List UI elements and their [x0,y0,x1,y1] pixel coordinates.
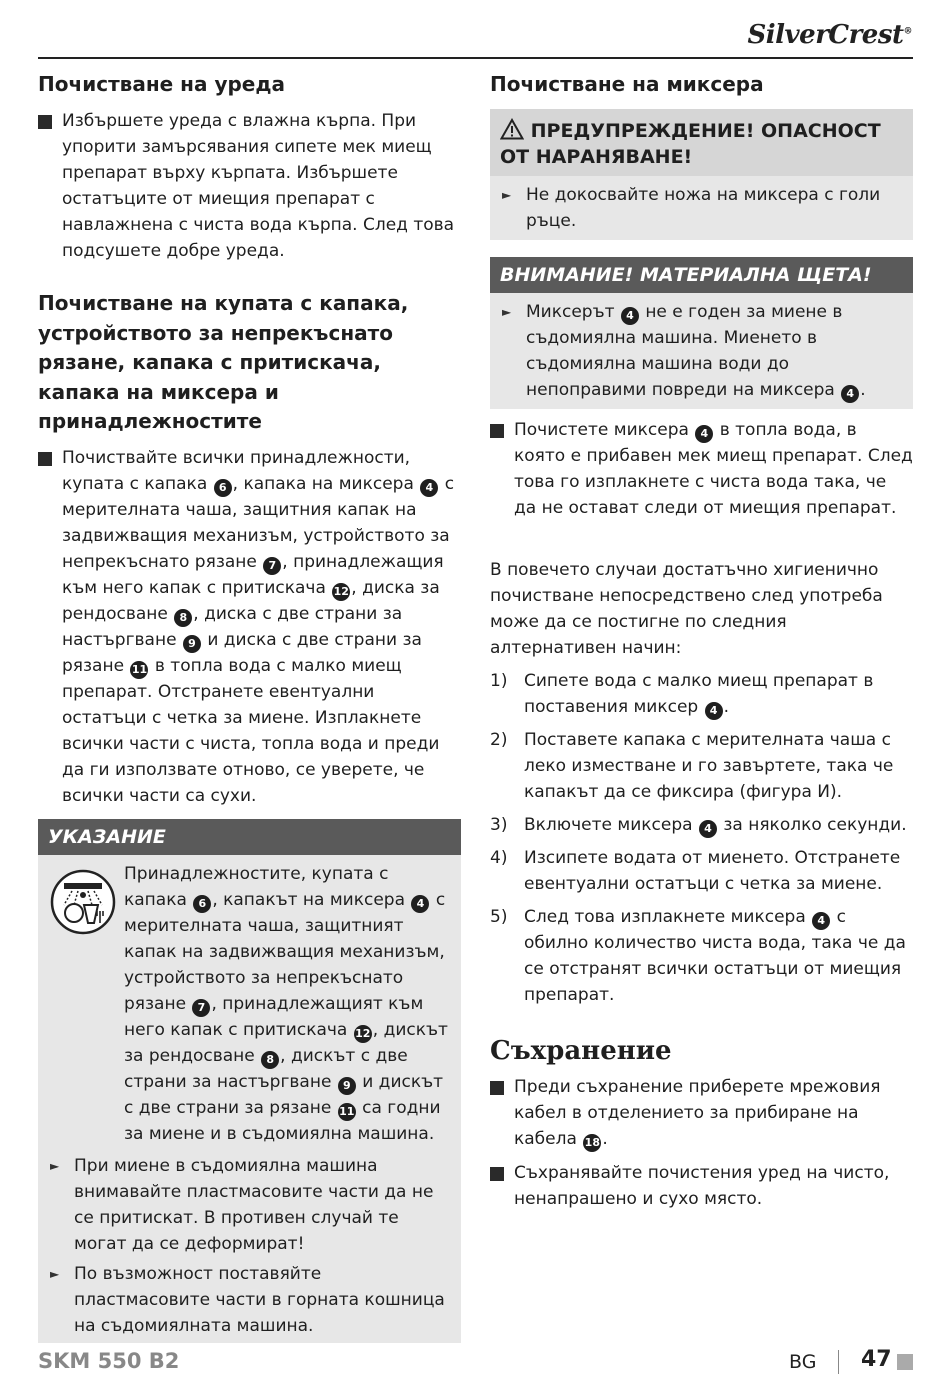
note-body [38,855,461,1147]
alternative-intro: В повечето случаи достатъчно хигиенично почистване непосредствено след употреба може да се постигне по следния алтернативен начин: [490,560,883,658]
bullet-mixer-cleaning: Почистете миксера 4 в топла вода, в която е прибавен мек миещ препарат. След това го изплакнете с чиста вода така, че да не остават следи от миещия препарат. [490,417,913,521]
right-column [490,70,913,1212]
brand-logo: SilverCrest® [747,20,912,50]
step-item: 2) Поставете капака с мерителната чаша с леко изместване и го завъртете, така че капакът да се фиксира (фигура И). [490,730,894,802]
caution-text: ► Миксерът 4 не е годен за миене в съдомиялна машина. Миенето в съдомиялна машина води до непоправими повреди на миксера 4 . [502,299,903,403]
step-item: 5) След това изплакнете миксера 4 с обилно количество чиста вода, така че да се отстранят всички остатъци от миещия препарат. [490,907,906,1005]
note-text: Принадлежностите, купата с капака 6 , капакът на миксера 4 с мерителната чаша, защитният капак на задвижващия механизъм, устройството за непрекъснато рязане 7 , принадлежащият към него капак с притискача 12 , дискът за рендосване 8 , дискът с две страни за настъргване 9 и дискът с две страни за рязане 11 са годни за миене и в съдомиялна машина. [124,863,448,1144]
dishwasher-icon [50,869,116,935]
warning-text: ► Не докосвайте ножа на миксера с голи ръце. [502,182,903,234]
caution-box [490,257,913,409]
left-column [38,70,461,1343]
section-title-mixer-cleaning: Почистване на миксера [490,72,764,96]
note-bullet-plastic-parts: ► При миене в съдомиялна машина внимавайте пластмасовите части да не се притискат. В противен случай те могат да се деформират! [50,1153,451,1257]
footer-model: SKM 550 B2 [38,1349,180,1373]
bullet-storage-cable: Преди съхранение приберете мрежовия кабел в отделението за прибиране на кабела 18 . [490,1074,913,1152]
note-bullet-top-basket: ► По възможност поставяйте пластмасовите части в горната кошница на съдомиялната машина. [50,1261,451,1339]
section-title-accessories-cleaning: Почистване на купата с капака, устройството за непрекъснато рязане, капака с притискача, капака на миксера и принадлежностите [38,291,409,433]
caution-title: ВНИМАНИЕ! МАТЕРИАЛНА ЩЕТА! [490,257,913,293]
footer-language: BG [789,1351,817,1373]
footer-divider [838,1350,839,1374]
warning-triangle-icon [500,118,524,140]
note-box [38,819,461,1343]
header-rule [38,57,913,59]
step-item: 4) Изсипете водата от миенето. Отстранете евентуални остатъци с четка за миене. [490,848,901,894]
footer-square [897,1354,913,1370]
bullet-accessories-cleaning: Почиствайте всички принадлежности, купата с капака 6 , капака на миксера 4 с мерителната чаша, защитния капак на задвижващия механизъм, устройството за непрекъснато рязане 7 , принадлежащия към него капак с притискача 12 , диска за рендосване 8 , диска с две страни за настъргване 9 и диска с две страни за рязане 11 в топла вода с малко миещ препарат. Отстранете евентуални остатъци с четка за миене. Изплакнете всички части с чиста, топла вода и преди да ги използвате отново, се уверете, че всички части са сухи. [38,445,461,809]
section-title-storage: Съхранение [490,1036,672,1066]
warning-box [490,109,913,240]
note-title: УКАЗАНИЕ [38,819,461,855]
page-number: 47 [861,1347,892,1372]
section-title-device-cleaning: Почистване на уреда [38,72,286,96]
warning-title: ПРЕДУПРЕЖДЕНИЕ! ОПАСНОСТ ОТ НАРАНЯВАНЕ! [490,109,913,176]
steps-list [490,668,913,1008]
step-item: 3) Включете миксера 4 за няколко секунди. [490,812,913,838]
step-item: 1) Сипете вода с малко миещ препарат в поставения миксер 4 . [490,668,913,720]
bullet-storage-place: Съхранявайте почистения уред на чисто, ненапрашено и сухо място. [490,1160,913,1212]
bullet-device-cleaning: Избършете уреда с влажна кърпа. При упорити замърсявания сипете мек миещ препарат върху кърпата. Избършете остатъците от миещия препарат с навлажнена с чиста вода кърпа. След това подсушете добре уреда. [38,108,461,264]
